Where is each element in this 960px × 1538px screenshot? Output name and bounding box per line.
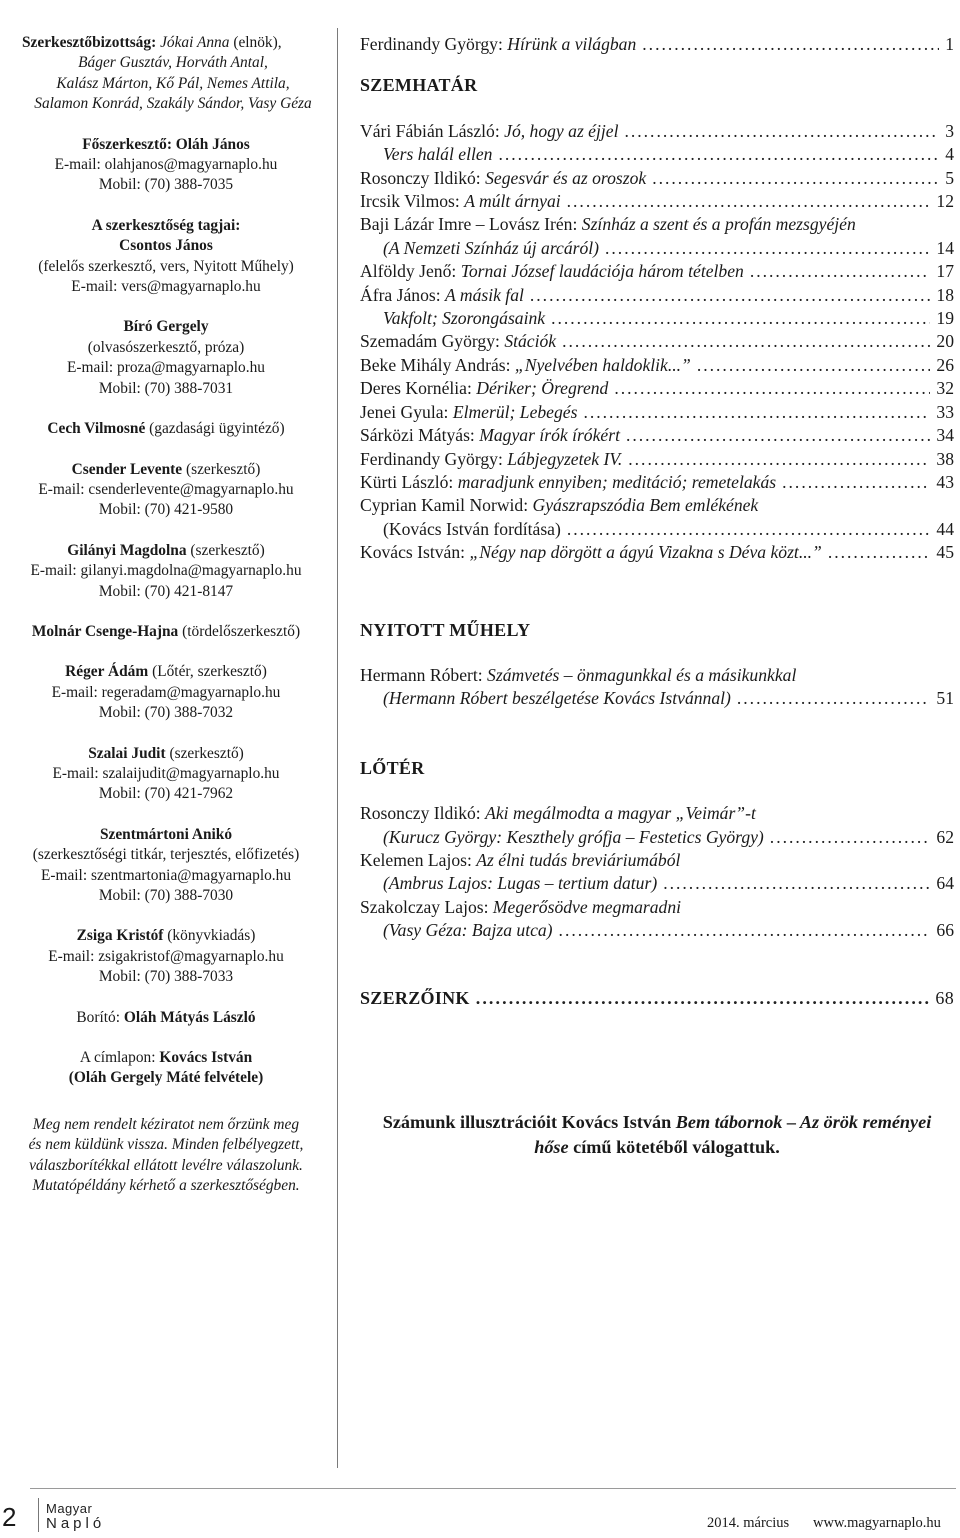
disclaimer-line: Mutatópéldány kérhető a szerkesztőségben. xyxy=(32,1177,300,1195)
section-heading: LŐTÉR xyxy=(360,757,425,778)
toc-leader xyxy=(776,471,930,494)
staff-member xyxy=(8,662,324,723)
toc-title: Tornai József laudációja három tételben xyxy=(460,261,744,282)
toc-title: Stációk xyxy=(504,331,557,352)
toc-entry[interactable] xyxy=(360,448,954,471)
toc-leader xyxy=(556,330,930,353)
toc-leader xyxy=(744,260,931,283)
staff-role: (szerkesztő) xyxy=(185,460,261,478)
staff-name: Szalai Judit xyxy=(88,744,166,762)
toc-author: Baji Lázár Imre – Lovász Irén: xyxy=(360,214,578,235)
table-of-contents xyxy=(360,33,954,1010)
toc-title: Lábjegyzetek IV. xyxy=(507,448,623,469)
toc-author: Áfra János: xyxy=(360,284,441,305)
toc-author: Hermann Róbert: xyxy=(360,664,483,685)
toc-author: Cyprian Kamil Norwid: xyxy=(360,495,529,516)
cover-photo-photographer: (Oláh Gergely Máté felvétele) xyxy=(68,1069,264,1087)
chief-editor-mobile: Mobil: (70) 388-7035 xyxy=(98,176,234,194)
page-number: 2 xyxy=(2,1502,17,1532)
issue-date: 2014. március xyxy=(707,1515,790,1531)
toc-page: 26 xyxy=(936,354,954,375)
toc-page: 12 xyxy=(936,191,954,212)
staff-heading: A szerkesztőség tagjai: xyxy=(91,216,241,234)
staff-role: (szerkesztő) xyxy=(169,744,244,762)
masthead-column xyxy=(8,33,324,1196)
cover-photo-label: A címlapon: xyxy=(79,1049,156,1067)
staff-name: Csontos János xyxy=(119,237,213,255)
staff-role: (olvasószerkesztő, próza) xyxy=(87,338,245,356)
staff-member xyxy=(8,926,324,987)
toc-title: Vakfolt; Szorongásaink xyxy=(383,308,546,329)
staff-role: (gazdasági ügyintéző) xyxy=(149,420,285,438)
editorial-board xyxy=(8,33,324,115)
staff-email: E-mail: szalaijudit@magyarnaplo.hu xyxy=(52,764,280,782)
toc-page: 64 xyxy=(936,873,954,894)
toc-leader xyxy=(470,987,930,1010)
toc-title: Aki megálmodta a magyar „Veimár”-t xyxy=(485,803,756,824)
toc-entry[interactable] xyxy=(360,471,954,494)
staff-name: Zsiga Kristóf xyxy=(76,927,164,945)
toc-leader xyxy=(622,448,930,471)
toc-leader xyxy=(691,354,931,377)
staff-role: (tördelőszerkesztő) xyxy=(182,622,301,640)
toc-entry[interactable] xyxy=(360,802,954,849)
toc-title: Számvetés – önmagunkkal és a másikunkkal xyxy=(487,664,797,685)
toc-page: 62 xyxy=(936,826,954,847)
toc-title: Vers halál ellen xyxy=(383,144,493,165)
chief-editor-name: Főszerkesztő: Oláh János xyxy=(82,135,250,153)
toc-title: Segesvár és az oroszok xyxy=(485,167,647,188)
chief-editor-email: E-mail: olahjanos@magyarnaplo.hu xyxy=(54,156,278,174)
staff-member xyxy=(8,236,324,297)
toc-leader xyxy=(553,919,931,942)
toc-title: A másik fal xyxy=(445,284,524,305)
toc-subtitle: (Kurucz György: Keszthely grófja – Festetics György) xyxy=(383,826,764,847)
toc-author: Deres Kornélia: xyxy=(360,378,472,399)
toc-leader xyxy=(545,307,930,330)
toc-entry[interactable] xyxy=(360,541,954,564)
illustration-note-prefix: Számunk illusztrációit Kovács István xyxy=(382,1112,672,1132)
disclaimer-line: Meg nem rendelt kéziratot nem őrzünk meg xyxy=(32,1115,300,1133)
toc-entry[interactable] xyxy=(360,167,954,190)
toc-entry[interactable] xyxy=(360,896,954,943)
toc-title: Dériker; Öregrend xyxy=(476,378,609,399)
toc-entry[interactable] xyxy=(360,213,954,260)
toc-entry[interactable] xyxy=(360,987,954,1010)
toc-entry[interactable] xyxy=(360,307,954,330)
staff-name: Réger Ádám xyxy=(65,663,149,681)
toc-title: Megerősödve megmaradni xyxy=(492,896,682,917)
toc-page: 43 xyxy=(936,471,954,492)
staff-name: Csender Levente xyxy=(71,460,183,478)
column-divider xyxy=(337,28,338,1468)
toc-subtitle: (Kovács István fordítása) xyxy=(383,518,561,539)
toc-title: „Nyelvében haldoklik...” xyxy=(514,354,691,375)
logo-line: Napló xyxy=(46,1515,106,1532)
staff-mobile: Mobil: (70) 388-7032 xyxy=(98,704,234,722)
toc-page: 3 xyxy=(945,120,954,141)
toc-title: Színház a szent és a profán mezsgyéjén xyxy=(581,214,856,235)
staff-role: (felelős szerkesztő, vers, Nyitott Műhely) xyxy=(38,257,294,275)
staff-name: Szentmártoni Anikó xyxy=(99,825,233,843)
toc-page: 4 xyxy=(945,144,954,165)
board-chair: Jókai Anna xyxy=(160,34,230,51)
toc-page: 45 xyxy=(936,542,954,563)
toc-author: Ircsik Vilmos: xyxy=(360,191,460,212)
staff-email: E-mail: csenderlevente@magyarnaplo.hu xyxy=(38,480,294,498)
toc-page: 17 xyxy=(936,261,954,282)
cover-artist: Oláh Mátyás László xyxy=(123,1008,256,1026)
staff-role: (könyvkiadás) xyxy=(167,927,256,945)
toc-page: 68 xyxy=(935,987,954,1008)
toc-author: Rosonczy Ildikó: xyxy=(360,167,481,188)
staff-role: (Lőtér, szerkesztő) xyxy=(152,663,267,681)
cover-credit xyxy=(8,1008,324,1028)
section-heading: SZERZŐINK xyxy=(360,987,470,1008)
toc-page: 51 xyxy=(936,688,954,709)
board-members-line: Báger Gusztáv, Horváth Antal, xyxy=(78,54,268,72)
toc-leader xyxy=(620,424,930,447)
disclaimer-line: válaszborítékkal ellátott levélre válaszolunk. xyxy=(29,1156,303,1174)
staff-member xyxy=(8,744,324,805)
toc-page: 38 xyxy=(936,448,954,469)
footer-rule xyxy=(30,1488,956,1489)
toc-author: Jenei Gyula: xyxy=(360,401,449,422)
disclaimer-line: és nem küldünk vissza. Minden felbélyegzett, xyxy=(28,1136,304,1154)
toc-leader xyxy=(524,284,931,307)
staff-role: (szerkesztő) xyxy=(190,541,265,559)
logo-line: Magyar xyxy=(46,1501,93,1516)
toc-subtitle: (Vasy Géza: Bajza utca) xyxy=(383,920,553,941)
staff-mobile: Mobil: (70) 388-7033 xyxy=(98,968,234,986)
toc-author: Ferdinandy György: xyxy=(360,448,503,469)
toc-entry[interactable] xyxy=(360,849,954,896)
toc-entry[interactable] xyxy=(360,120,954,143)
staff-email: E-mail: proza@magyarnaplo.hu xyxy=(67,359,265,377)
toc-subtitle: (A Nemzeti Színház új arcáról) xyxy=(383,237,600,258)
staff-member xyxy=(8,541,324,602)
toc-entry[interactable] xyxy=(360,260,954,283)
toc-author: Szakolczay Lajos: xyxy=(360,896,489,917)
staff-list xyxy=(8,216,324,988)
toc-title: Jó, hogy az éjjel xyxy=(504,120,619,141)
staff-mobile: Mobil: (70) 388-7031 xyxy=(98,379,234,397)
toc-page: 19 xyxy=(936,308,954,329)
toc-page: 5 xyxy=(945,167,954,188)
toc-entry[interactable] xyxy=(360,377,954,400)
staff-email: E-mail: szentmartonia@magyarnaplo.hu xyxy=(40,866,292,884)
toc-title: Gyászrapszódia Bem emlékének xyxy=(532,495,759,516)
toc-author: Kürti László: xyxy=(360,471,454,492)
toc-leader xyxy=(618,120,939,143)
toc-author: Beke Mihály András: xyxy=(360,354,511,375)
staff-mobile: Mobil: (70) 388-7030 xyxy=(98,887,234,904)
staff-member xyxy=(8,622,324,642)
toc-entry[interactable] xyxy=(360,330,954,353)
staff-name: Gilányi Magdolna xyxy=(67,541,187,559)
toc-entry[interactable] xyxy=(360,284,954,307)
illustration-book-title: Bem tábornok – Az örök reményei hőse xyxy=(534,1112,932,1157)
staff-member xyxy=(8,825,324,907)
toc-page: 44 xyxy=(936,518,954,539)
toc-entry[interactable] xyxy=(360,494,954,541)
staff-name: Bíró Gergely xyxy=(123,318,209,336)
toc-page: 20 xyxy=(936,331,954,352)
toc-subtitle: (Ambrus Lajos: Lugas – tertium datur) xyxy=(383,873,658,894)
toc-page: 1 xyxy=(945,34,954,54)
toc-entry[interactable] xyxy=(360,401,954,424)
section-heading: SZEMHATÁR xyxy=(360,75,478,96)
toc-title: Hírünk a világban xyxy=(507,34,637,54)
staff-member xyxy=(8,317,324,399)
toc-entry[interactable] xyxy=(360,190,954,213)
staff-email: E-mail: gilanyi.magdolna@magyarnaplo.hu xyxy=(30,562,302,580)
cover-photo-credit xyxy=(8,1048,324,1089)
toc-entry[interactable] xyxy=(360,664,954,711)
toc-leader xyxy=(608,377,930,400)
illustration-note xyxy=(372,1110,942,1160)
toc-page: 18 xyxy=(936,284,954,305)
staff-email: E-mail: vers@magyarnaplo.hu xyxy=(71,278,261,296)
toc-leader xyxy=(561,190,931,213)
toc-leader xyxy=(561,518,931,541)
toc-author: Alföldy Jenő: xyxy=(360,261,457,282)
toc-page: 33 xyxy=(936,401,954,422)
staff-member xyxy=(8,460,324,521)
staff-mobile: Mobil: (70) 421-9580 xyxy=(98,501,234,519)
toc-page: 14 xyxy=(936,237,954,258)
staff-mobile: Mobil: (70) 421-8147 xyxy=(98,582,234,600)
toc-leader xyxy=(599,237,930,260)
toc-entry[interactable] xyxy=(360,424,954,447)
toc-leader xyxy=(657,872,930,895)
toc-entry[interactable] xyxy=(360,354,954,377)
toc-page: 32 xyxy=(936,378,954,399)
toc-author: Szemadám György: xyxy=(360,331,500,352)
staff-name: Molnár Csenge-Hajna xyxy=(31,622,179,640)
staff-mobile: Mobil: (70) 421-7962 xyxy=(98,785,234,803)
toc-entry[interactable] xyxy=(360,143,954,166)
toc-entry[interactable] xyxy=(360,33,954,56)
cover-photo-subject: Kovács István xyxy=(159,1049,253,1067)
toc-title: Elmerül; Lebegés xyxy=(452,401,578,422)
toc-subtitle: (Hermann Róbert beszélgetése Kovács Istvánnal) xyxy=(383,688,731,709)
toc-leader xyxy=(731,687,931,710)
board-members-line: Kalász Márton, Kő Pál, Nemes Attila, xyxy=(56,74,290,92)
disclaimer xyxy=(8,1115,324,1197)
toc-leader xyxy=(492,143,939,166)
board-members-line: Salamon Konrád, Szakály Sándor, Vasy Géza xyxy=(34,95,312,113)
staff-member xyxy=(8,419,324,439)
toc-title: A múlt árnyai xyxy=(464,191,561,212)
toc-author: Kovács István: xyxy=(360,542,466,563)
staff-name: Cech Vilmosné xyxy=(47,420,146,438)
magazine-logo xyxy=(46,1501,105,1531)
board-chair-role: (elnök), xyxy=(233,34,282,51)
toc-author: Sárközi Mátyás: xyxy=(360,425,475,446)
toc-leader xyxy=(646,167,939,190)
toc-page: 34 xyxy=(936,425,954,446)
toc-leader xyxy=(764,826,931,849)
staff-email: E-mail: zsigakristof@magyarnaplo.hu xyxy=(48,947,284,965)
board-label: Szerkesztőbizottság: xyxy=(22,34,157,51)
section-heading: NYITOTT MŰHELY xyxy=(360,619,531,640)
toc-author: Rosonczy Ildikó: xyxy=(360,803,481,824)
logo-divider xyxy=(38,1498,39,1532)
staff-role: (szerkesztőségi titkár, terjesztés, előfizetés) xyxy=(32,846,300,864)
toc-title: „Négy nap dörgött a ágyú Vizakna s Déva közt...” xyxy=(469,542,822,563)
toc-title: Az élni tudás breviáriumából xyxy=(476,849,681,870)
toc-author: Ferdinandy György: xyxy=(360,34,503,54)
toc-leader xyxy=(577,401,930,424)
toc-title: Magyar írók írókért xyxy=(479,425,620,446)
illustration-note-suffix: című kötetéből válogattuk. xyxy=(573,1137,780,1157)
editor-in-chief xyxy=(8,135,324,196)
cover-label: Borító: xyxy=(76,1008,121,1026)
toc-leader xyxy=(822,541,931,564)
toc-page: 66 xyxy=(936,920,954,941)
toc-title: maradjunk ennyiben; meditáció; remetelakás xyxy=(457,471,777,492)
toc-author: Kelemen Lajos: xyxy=(360,849,472,870)
staff-email: E-mail: regeradam@magyarnaplo.hu xyxy=(51,683,281,701)
website-link[interactable]: www.magyarnaplo.hu xyxy=(813,1515,941,1531)
toc-leader xyxy=(636,33,939,56)
toc-author: Vári Fábián László: xyxy=(360,120,500,141)
